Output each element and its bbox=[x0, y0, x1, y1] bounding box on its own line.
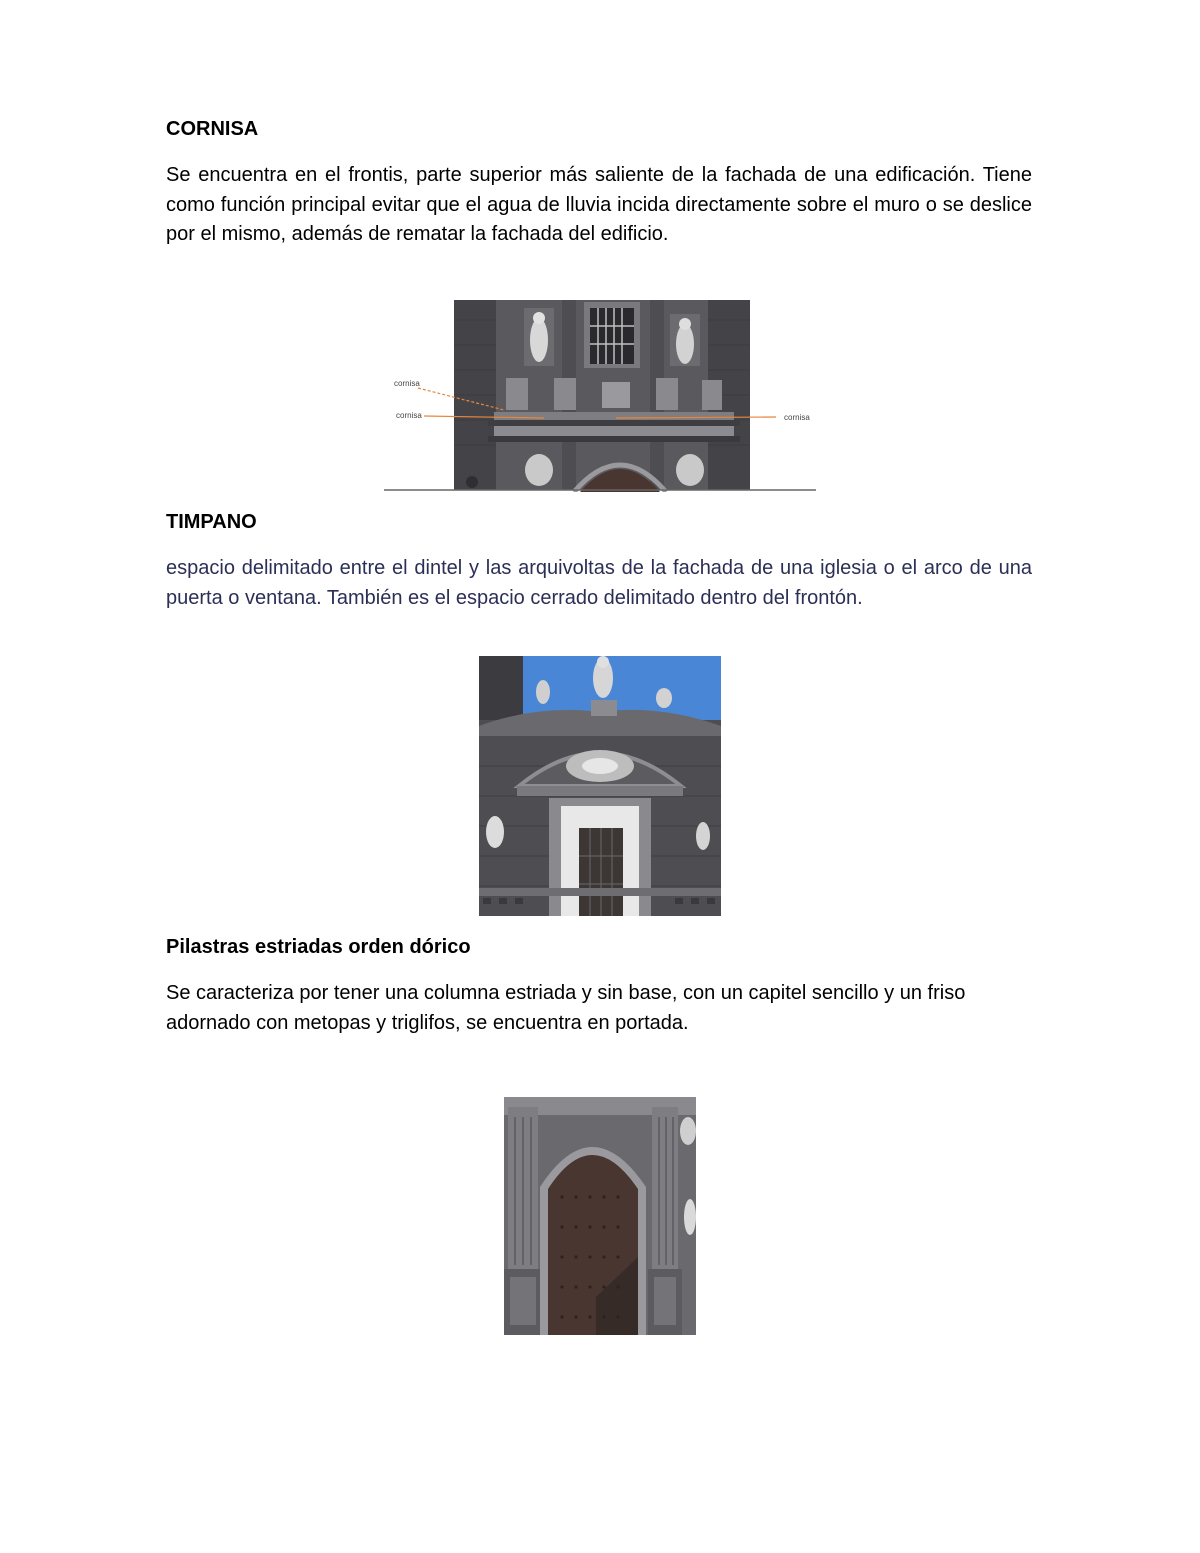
paragraph-timpano: espacio delimitado entre el dintel y las arquivoltas de la fachada de una iglesia o el arco de una puerta o ventana. También es el espacio cerrado delimitado dentro del frontón. bbox=[166, 557, 1032, 609]
annotation-label-1: cornisa bbox=[394, 379, 420, 388]
pilastras-door-photo bbox=[504, 1097, 696, 1335]
heading-pilastras: Pilastras estriadas orden dórico bbox=[166, 936, 471, 958]
annotation-label-2: cornisa bbox=[396, 411, 422, 420]
annotation-label-3: cornisa bbox=[784, 413, 810, 422]
heading-timpano: TIMPANO bbox=[166, 511, 257, 533]
heading-cornisa: CORNISA bbox=[166, 118, 259, 140]
paragraph-pilastras: Se caracteriza por tener una columna estriada y sin base, con un capitel sencillo y un friso adornado con metopas y triglifos, se encuentra en portada. bbox=[166, 982, 966, 1034]
cornisa-facade-photo bbox=[384, 300, 816, 492]
paragraph-cornisa: Se encuentra en el frontis, parte superior más saliente de la fachada de una edificación. Tiene como función principal evitar que el agua de lluvia incida directamente sobre el muro o se deslice por el mismo, además de rematar la fachada del edificio. bbox=[166, 164, 1032, 245]
timpano-photo bbox=[479, 656, 721, 916]
